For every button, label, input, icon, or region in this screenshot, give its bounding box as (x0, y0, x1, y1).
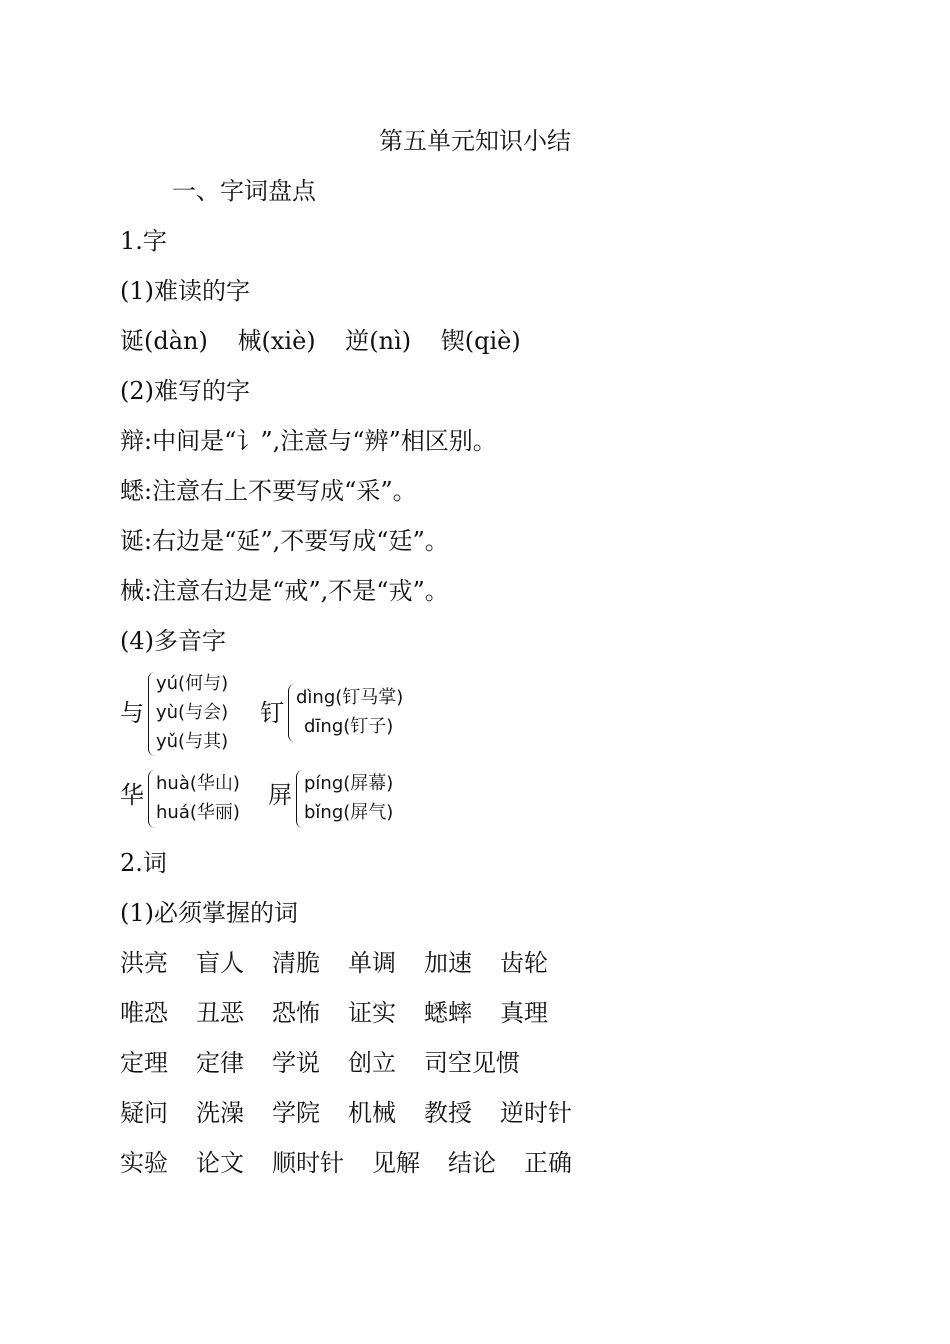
word: 证实 (348, 999, 396, 1027)
word: 洗澡 (196, 1099, 244, 1127)
polyphone-char: 钉 (260, 699, 284, 727)
polyphone-reading: dīng(钉子) (304, 716, 394, 737)
word: 结论 (448, 1149, 496, 1177)
polyphone-reading: yú(何与) (156, 673, 229, 694)
polyphone-char: 屏 (268, 781, 292, 809)
subsection-characters: 1.字 (120, 227, 167, 255)
word: 论文 (196, 1149, 244, 1177)
word: 疑问 (120, 1099, 168, 1127)
polyphone-reading: yù(与会) (156, 702, 229, 723)
word-row (120, 1048, 548, 1078)
word: 定理 (120, 1049, 168, 1077)
word: 盲人 (196, 949, 244, 977)
item-must-know-words: (1)必须掌握的词 (120, 899, 298, 927)
word: 创立 (348, 1049, 396, 1077)
hard-write-note: 械:注意右边是“戒”,不是“戎”。 (120, 577, 449, 605)
word: 唯恐 (120, 999, 168, 1027)
word: 见解 (372, 1149, 420, 1177)
polyphone-char: 与 (120, 699, 144, 727)
word-row (120, 948, 576, 978)
polyphone-char: 华 (120, 781, 144, 809)
brace (296, 770, 303, 828)
word: 蟋蟀 (424, 999, 472, 1027)
word: 洪亮 (120, 949, 168, 977)
word: 司空见惯 (424, 1049, 520, 1077)
polyphone-reading: dìng(钉马掌) (296, 687, 404, 708)
word-row (120, 1148, 600, 1178)
polyphone-reading: huà(华山) (156, 773, 240, 794)
hard-read-list (120, 326, 543, 356)
word-row (120, 998, 576, 1028)
hard-read-entry: 械(xiè) (237, 327, 316, 355)
word: 正确 (524, 1149, 572, 1177)
hard-read-entry: 诞(dàn) (120, 327, 208, 355)
polyphone-reading: píng(屏幕) (304, 773, 394, 794)
hard-write-note: 辩:中间是“讠”,注意与“辨”相区别。 (120, 427, 497, 455)
word: 学院 (272, 1099, 320, 1127)
polyphone-reading: huá(华丽) (156, 802, 240, 823)
hard-write-note: 蟋:注意右上不要写成“采”。 (120, 477, 417, 505)
word: 齿轮 (500, 949, 548, 977)
word: 机械 (348, 1099, 396, 1127)
page-title: 第五单元知识小结 (379, 127, 571, 155)
item-hard-to-read: (1)难读的字 (120, 277, 250, 305)
word: 顺时针 (272, 1149, 344, 1177)
word: 恐怖 (272, 999, 320, 1027)
brace (288, 684, 295, 742)
item-polyphones: (4)多音字 (120, 627, 226, 655)
word: 真理 (500, 999, 548, 1027)
polyphone-reading: yǔ(与其) (156, 731, 229, 752)
polyphone-reading: bǐng(屏气) (304, 802, 394, 823)
hard-read-entry: 逆(nì) (345, 327, 412, 355)
word: 丑恶 (196, 999, 244, 1027)
word: 加速 (424, 949, 472, 977)
hard-write-note: 诞:右边是“延”,不要写成“廷”。 (120, 527, 449, 555)
word: 实验 (120, 1149, 168, 1177)
section-heading: 一、字词盘点 (172, 177, 316, 205)
item-hard-to-write: (2)难写的字 (120, 377, 250, 405)
brace (148, 672, 155, 756)
brace (148, 770, 155, 828)
word: 逆时针 (500, 1099, 572, 1127)
word: 教授 (424, 1099, 472, 1127)
word: 单调 (348, 949, 396, 977)
hard-read-entry: 锲(qiè) (440, 327, 521, 355)
word-row (120, 1098, 600, 1128)
word: 学说 (272, 1049, 320, 1077)
word: 清脆 (272, 949, 320, 977)
subsection-words: 2.词 (120, 849, 167, 877)
word: 定律 (196, 1049, 244, 1077)
